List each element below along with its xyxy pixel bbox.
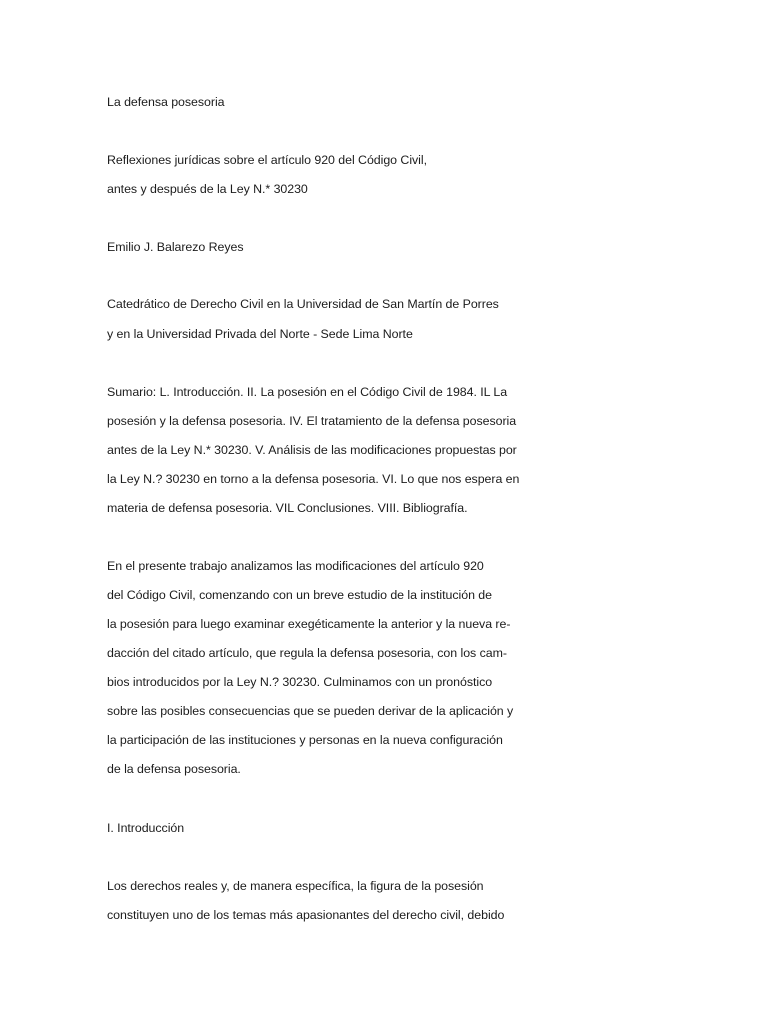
affiliation-line: y en la Universidad Privada del Norte - Sede Lima Norte [107,327,413,341]
affiliation-line: Catedrático de Derecho Civil en la Universidad de San Martín de Porres [107,297,499,311]
abstract-line: de la defensa posesoria. [107,762,241,776]
abstract-line: bios introducidos por la Ley N.? 30230. Culminamos con un pronóstico [107,675,493,689]
abstract-line: del Código Civil, comenzando con un breve estudio de la institución de [107,588,492,602]
subtitle-line: Reflexiones jurídicas sobre el artículo 920 del Código Civil, [107,153,427,167]
abstract-line: la participación de las instituciones y personas en la nueva configuración [107,733,503,747]
summary-line: antes de la Ley N.* 30230. V. Análisis de las modificaciones propuestas por [107,443,517,457]
summary-line: la Ley N.? 30230 en torno a la defensa posesoria. VI. Lo que nos espera en [107,472,520,486]
section-heading: I. Introducción [107,821,185,835]
abstract-line: la posesión para luego examinar exegéticamente la anterior y la nueva re- [107,617,511,631]
body-line: constituyen uno de los temas más apasionantes del derecho civil, debido [107,908,505,922]
author-name: Emilio J. Balarezo Reyes [107,240,244,254]
summary-line: posesión y la defensa posesoria. IV. El tratamiento de la defensa posesoria [107,414,517,428]
abstract-line: sobre las posibles consecuencias que se pueden derivar de la aplicación y [107,704,514,718]
body-line: Los derechos reales y, de manera específica, la figura de la posesión [107,879,484,893]
summary-line: Sumario: L. Introducción. II. La posesión en el Código Civil de 1984. IL La [107,385,508,399]
abstract-line: dacción del citado artículo, que regula la defensa posesoria, con los cam- [107,646,507,660]
abstract-line: En el presente trabajo analizamos las modificaciones del artículo 920 [107,559,484,573]
document-title: La defensa posesoria [107,95,225,109]
subtitle-line: antes y después de la Ley N.* 30230 [107,182,308,196]
summary-line: materia de defensa posesoria. VIL Conclusiones. VIII. Bibliografía. [107,501,468,515]
